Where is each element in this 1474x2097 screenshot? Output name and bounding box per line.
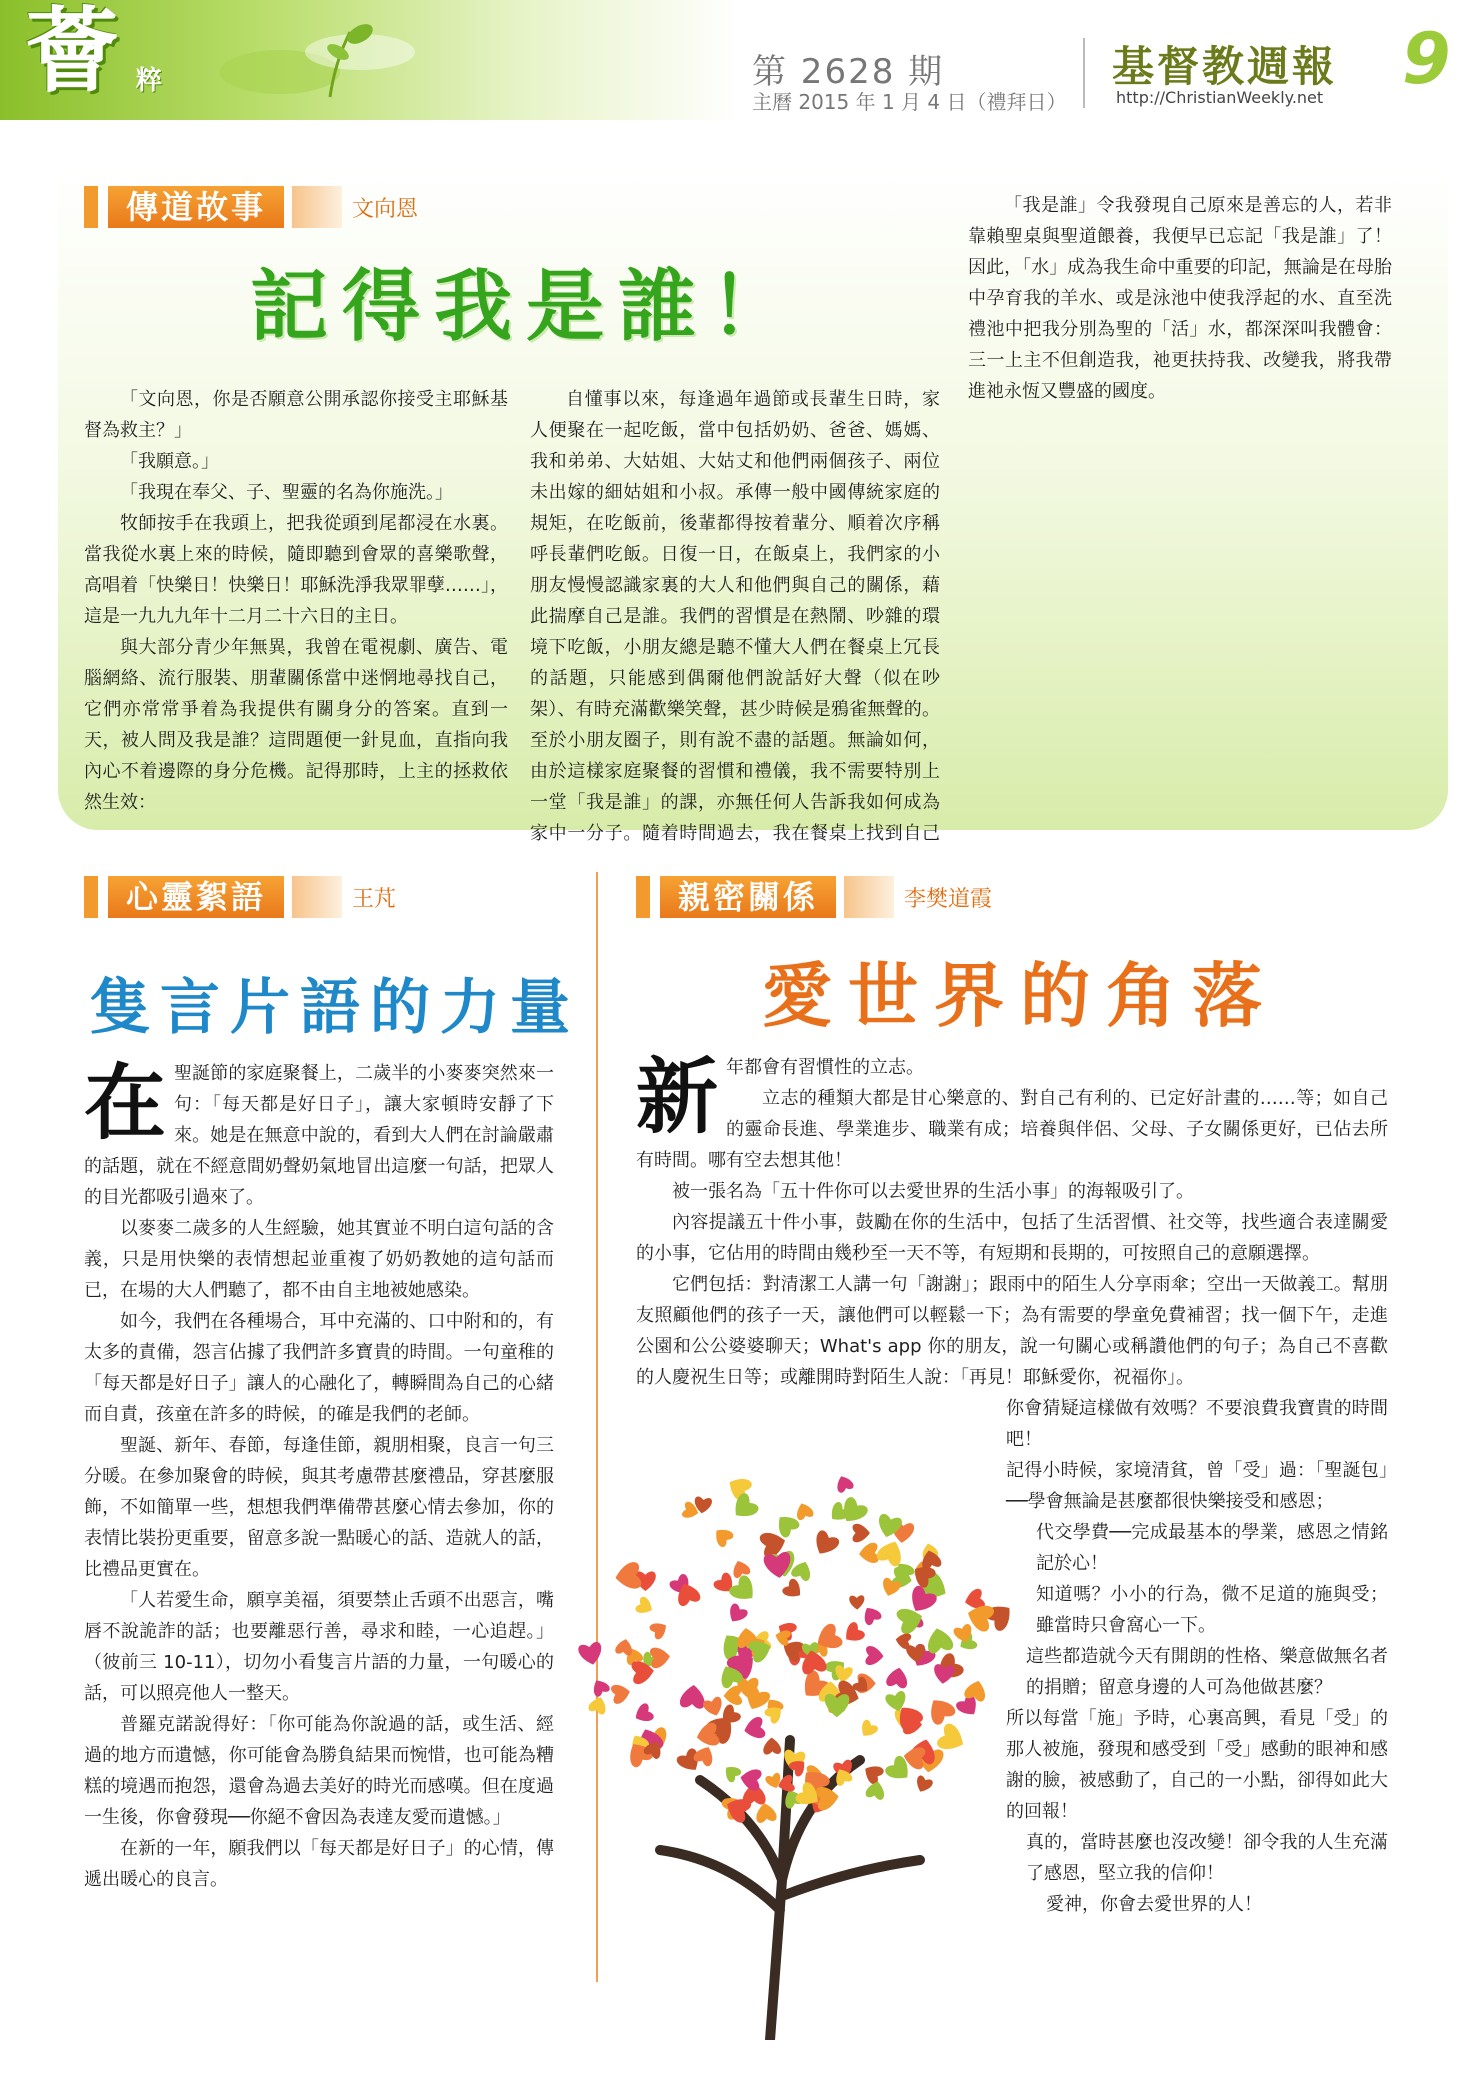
heart-leaf: [860, 1603, 883, 1626]
heart-leaf: [589, 1676, 611, 1697]
tag-fade: [844, 876, 894, 918]
heart-leaf: [919, 1548, 942, 1570]
heart-leaf: [858, 1542, 879, 1564]
tag-fade: [292, 186, 342, 228]
story3-section-label: 親密關係: [660, 876, 836, 918]
paragraph: 普羅克諾說得好：「你可能為你說過的話，或生活、經過的地方而遺憾，你可能會為勝負結果而惋惜，也可能為糟糕的境遇而抱怨，還會為過去美好的時光而感嘆。但在度過一生後，你會發現──你絕不會因為表達友愛而遺憾。」: [84, 1714, 554, 1828]
paragraph: 「我現在奉父、子、聖靈的名為你施洗。」: [120, 482, 453, 503]
story1-section-tag: [84, 186, 418, 228]
paragraph: 被一張名為「五十件你可以去愛世界的生活小事」的海報吸引了。: [672, 1181, 1194, 1202]
heart-leaf: [728, 1491, 760, 1524]
tag-bar: [84, 876, 98, 918]
story3-author: 李樊道霞: [904, 886, 993, 912]
heart-leaf: [739, 1767, 763, 1792]
heart-leaf: [886, 1666, 910, 1689]
story3-section-tag: [636, 876, 992, 918]
story2-section-label: 心靈絮語: [108, 876, 284, 918]
heart-leaf: [924, 1626, 954, 1655]
heart-leaf: [577, 1641, 604, 1667]
story1-title: 記得我是誰！: [250, 262, 803, 352]
paper-url[interactable]: http://ChristianWeekly.net: [1116, 88, 1324, 107]
heart-leaves: [577, 1473, 1017, 1825]
heart-leaf: [730, 1558, 752, 1579]
heart-leaf: [772, 1510, 801, 1539]
heart-leaf: [588, 1695, 610, 1716]
heart-leaf: [794, 1501, 815, 1521]
issue-number: 第 2628 期: [752, 52, 945, 92]
heart-leaf: [710, 1524, 734, 1549]
paragraph: 如今，我們在各種場合，耳中充滿的、口中附和的，有太多的責備，怨言佔據了我們許多寶貴的時間。一句童稚的「每天都是好日子」讓人的心融化了，轉瞬間為自己的心緒而自責，孩童在許多的時候，的確是我們的老師。: [84, 1311, 554, 1425]
heart-leaf: [648, 1618, 670, 1640]
heart-leaf: [840, 1621, 866, 1647]
heart-leaf: [860, 1761, 885, 1786]
story2-title: 隻言片語的力量: [90, 973, 580, 1043]
page-number: 9: [1402, 18, 1451, 100]
heart-leaf: [781, 1577, 806, 1602]
paragraph: 「我願意。」: [120, 451, 219, 472]
heart-leaf: [610, 1682, 631, 1704]
story1-section-label: 傳道故事: [108, 186, 284, 228]
story2-dropcap: 在: [84, 1055, 167, 1151]
tag-bar: [84, 186, 98, 228]
heart-tree-illustration: [560, 1440, 1030, 2040]
heart-leaf: [615, 1637, 635, 1656]
paragraph: 牧師按手在我頭上，把我從頭到尾都浸在水裏。當我從水裏上來的時候，隨即聽到會眾的喜樂歌聲，高唱着「快樂日！快樂日！耶穌洗淨我眾罪孽……」，這是一九九九年十二月二十六日的主日。: [84, 513, 508, 627]
paragraph: 「人若愛生命，願享美福，須要禁止舌頭不出惡言，嘴唇不說詭詐的話；也要離惡行善，尋求和睦，一心追趕。」（彼前三 10-11），切勿小看隻言片語的力量，一句暖心的話，可以照亮他人一整天。: [84, 1590, 554, 1704]
heart-leaf: [810, 1529, 841, 1560]
story1-column-1: [84, 384, 508, 818]
heart-leaf: [923, 1693, 957, 1727]
heart-leaf: [721, 1762, 743, 1784]
paragraph: 記得小時候，家境清貧，曾「受」過：「聖誕包」──學會無論是甚麼都很快樂接受和感恩；: [1006, 1460, 1388, 1512]
heart-leaf: [727, 1573, 760, 1606]
paragraph: 你會猜疑這樣做有效嗎？不要浪費我寶貴的時間吧！: [1006, 1398, 1388, 1450]
heart-leaf: [849, 1595, 865, 1610]
section-logo-char: 薈: [26, 0, 119, 105]
header-leaf-decoration: [210, 12, 450, 107]
paragraph: 與大部分青少年無異，我曾在電視劇、廣告、電腦網絡、流行服裝、朋輩關係當中迷惘地尋找自己，它們亦常常爭着為我提供有關身分的答案。直到一天，被人問及我是誰？這問題便一針見血，直指向我內心不着邊際的身分危機。記得那時，上主的拯救依然生效：: [84, 637, 508, 813]
paragraph: 所以每當「施」予時，心裏高興，看見「受」的那人被施，發現和感受到「受」感動的眼神和感謝的臉，被感動了，自己的一小點，卻得如此大的回報！: [1006, 1708, 1388, 1822]
heart-leaf: [742, 1716, 766, 1741]
tag-bar: [636, 876, 650, 918]
tag-fade: [292, 876, 342, 918]
heart-leaf: [725, 1602, 749, 1626]
heart-leaf: [857, 1718, 879, 1740]
paragraph: 自懂事以來，每逢過年過節或長輩生日時，家人便聚在一起吃飯，當中包括奶奶、爸爸、媽媽、我和弟弟、大姑姐、大姑丈和他們兩個孩子、兩位未出嫁的細姑姐和小叔。承傳一般中國傳統家庭的規矩，在吃飯前，後輩都得按着輩分、順着次序稱呼長輩們吃飯。日復一日，在飯桌上，我們家的小朋友慢慢認識家裏的大人和他們與自己的關係，藉此揣摩自己是誰。我們的習慣是在熱鬧、吵雜的環境下吃飯，小朋友總是聽不懂大人們在餐桌上冗長的話題，只能感到偶爾他們說話好大聲（似在吵架）、有時充滿歡樂笑聲，甚少時候是鴉雀無聲的。至於小朋友圈子，則有說不盡的話題。無論如何，由於這樣家庭聚餐的習慣和禮儀，我不需要特別上一堂「我是誰」的課，亦無任何人告訴我如何成為家中一分子。隨着時間過去，我在餐桌上找到自己: [530, 389, 940, 844]
paragraph: 「我是誰」令我發現自己原來是善忘的人，若非靠賴聖桌與聖道餵養，我便早已忘記「我是誰」了！因此，「水」成為我生命中重要的印記，無論是在母胎中孕育我的羊水、或是泳池中使我浮起的水、直至洗禮池中把我分別為聖的「活」水，都深深叫我體會：三一上主不但創造我，祂更扶持我、改變我，將我帶進祂永恆又豐盛的國度。: [968, 195, 1392, 402]
paragraph: 以麥麥二歲多的人生經驗，她其實並不明白這句話的含義，只是用快樂的表情想起並重複了奶奶教她的這句話而已，在場的大人們聽了，都不由自主地被她感染。: [84, 1218, 554, 1301]
story2-section-tag: [84, 876, 396, 918]
section-logo-sub: 粹: [136, 66, 163, 96]
heart-leaf: [679, 1684, 706, 1709]
heart-leaf: [723, 1685, 742, 1705]
heart-leaf: [763, 1737, 782, 1755]
heart-leaf: [894, 1632, 911, 1650]
heart-leaf: [702, 1696, 725, 1719]
paragraph: 立志的種類大都是甘心樂意的、對自己有利的、已定好計畫的……等；如自己的靈命長進、學業進步、職業有成；培養與伴侶、父母、子女關係更好，已佔去所有時間。哪有空去想其他！: [636, 1088, 1388, 1171]
story1-column-2: [530, 384, 940, 848]
heart-leaf: [834, 1473, 855, 1493]
heart-leaf: [754, 1802, 777, 1824]
paragraph: 聖誕、新年、春節，每逢佳節，親朋相聚，良言一句三分暖。在參加聚會的時候，與其考慮帶甚麼禮品，穿甚麼服飾，不如簡單一些，想想我們準備帶甚麼心情去參加，你的表情比裝扮更重要，留意多說一點暖心的話、造就人的話，比禮品更實在。: [84, 1435, 554, 1580]
heart-leaf: [913, 1775, 934, 1795]
paragraph: 知道嗎？小小的行為，微不足道的施與受；雖當時只會窩心一下。: [1036, 1584, 1388, 1636]
paragraph: 代交學費──完成最基本的學業，感恩之情銘記於心！: [1036, 1522, 1388, 1574]
paragraph: 內容提議五十件小事，鼓勵在你的生活中，包括了生活習慣、社交等，找些適合表達關愛的小事，它佔用的時間由幾秒至一天不等，有短期和長期的，可按照自己的意願選擇。: [636, 1212, 1388, 1264]
heart-leaf: [634, 1596, 655, 1618]
story1-column-3: [968, 190, 1392, 407]
paragraph: 愛神，你會去愛世界的人！: [1046, 1894, 1262, 1915]
paper-name: 基督教週報: [1112, 42, 1338, 91]
story1-author: 文向恩: [352, 196, 419, 222]
paragraph: 年都會有習慣性的立志。: [726, 1057, 925, 1078]
paragraph: 這些都造就今天有開朗的性格、樂意做無名者的捐贈；留意身邊的人可為他做甚麼？: [1026, 1646, 1388, 1698]
heart-leaf: [865, 1779, 887, 1800]
story2-author: 王芃: [352, 886, 397, 912]
paragraph: 聖誕節的家庭聚餐上，二歲半的小麥麥突然來一句：「每天都是好日子」，讓大家頓時安靜了下來。她是在無意中說的，看到大人們在討論嚴肅的話題，就在不經意間奶聲奶氣地冒出這麼一句話，把眾人的目光都吸引過來了。: [84, 1063, 554, 1208]
paragraph: 真的，當時甚麼也沒改變！卻令我的人生充滿了感恩，堅立我的信仰！: [1026, 1832, 1388, 1884]
story3-title: 愛世界的角落: [762, 955, 1278, 1037]
heart-leaf: [632, 1702, 655, 1726]
paragraph: 「文向恩，你是否願意公開承認你接受主耶穌基督為救主？」: [84, 389, 508, 441]
paragraph: 它們包括：對清潔工人講一句「謝謝」；跟雨中的陌生人分享雨傘；空出一天做義工。幫朋友照顧他們的孩子一天，讓他們可以輕鬆一下；為有需要的學童免費補習；找一個下午，走進公園和公公婆婆聊天；What's app 你的朋友，說一句關心或稱讚他們的句子；為自己不喜歡的人慶祝生日等；或離開時對陌生人說：「再見！耶穌愛你，祝福你」。: [636, 1274, 1388, 1388]
heart-leaf: [853, 1524, 870, 1543]
heart-leaf: [865, 1646, 884, 1666]
story3-dropcap: 新: [636, 1049, 719, 1145]
paragraph: 在新的一年，願我們以「每天都是好日子」的心情，傳遞出暖心的良言。: [84, 1838, 554, 1890]
story2-column: [84, 1055, 554, 1895]
issue-date: 主曆 2015 年 1 月 4 日（禮拜日）: [752, 90, 1067, 114]
header-divider: [1083, 38, 1085, 108]
story3-stepped-text: [1006, 1393, 1388, 1920]
